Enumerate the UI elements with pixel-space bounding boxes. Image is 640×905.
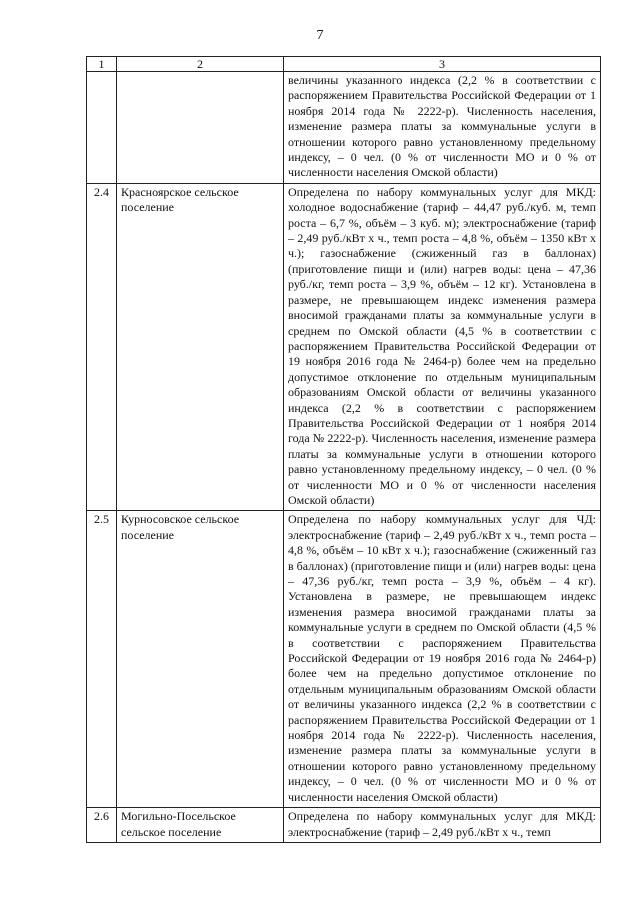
column-header-3: 3: [284, 57, 601, 72]
row-description: величины указанного индекса (2,2 % в соответствии с распоряжением Правительства Российской Федерации от 1 ноября 2014 года № 2222-р). Численность населения, изменение размера платы за коммунальные услуги в отношении которого равно установленному предельному индексу, – 0 чел. (0 % от численности МО и 0 % от численности населения Омской области): [284, 72, 601, 184]
row-number: 2.5: [87, 511, 117, 808]
row-number: [87, 72, 117, 184]
municipality-name: Курносовское сельское поселение: [117, 511, 284, 808]
table-header-row: [87, 57, 601, 72]
row-number: 2.4: [87, 183, 117, 511]
row-description: Определена по набору коммунальных услуг для ЧД: электроснабжение (тариф – 2,49 руб./кВт х ч., темп роста – 4,8 %, объём – 10 кВт х ч.); газоснабжение (сжиженный газ в баллонах) (приготовление пищи и (или) нагрев воды: цена – 47,36 руб./кг, темп роста – 3,9 %, объём – 4 кг). Установлена в размере, не превышающем индекс изменения размера вносимой гражданами платы за коммунальные услуги в среднем по Омской области (4,5 % в соответствии с распоряжением Правительства Российской Федерации от 19 ноября 2016 года № 2464-р) более чем на предельно допустимое отклонение по отдельным муниципальным образованиям Омской области от величины указанного индекса (2,2 % в соответствии с распоряжением Правительства Российской Федерации от 1 ноября 2014 года № 2222-р). Численность населения, изменение размера платы за коммунальные услуги в отношении которого равно установленному предельному индексу, – 0 чел. (0 % от численности МО и 0 % от численности населения Омской области): [284, 511, 601, 808]
table-row: [87, 511, 601, 808]
page-number: 7: [316, 28, 324, 43]
table-row: [87, 183, 601, 511]
row-description: Определена по набору коммунальных услуг для МКД: холодное водоснабжение (тариф – 44,47 руб./куб. м, темп роста – 6,7 %, объём – 3 куб. м); электроснабжение (тариф – 2,49 руб./кВт х ч., темп роста – 4,8 %, объём – 1350 кВт х ч.); газоснабжение (сжиженный газ в баллонах) (приготовление пищи и (или) нагрев воды: цена – 47,36 руб./кг, темп роста – 3,9 %, объём – 12 кг). Установлена в размере, не превышающем индекс изменения размера вносимой гражданами платы за коммунальные услуги в среднем по Омской области (4,5 % в соответствии с распоряжением Правительства Российской Федерации от 19 ноября 2016 года № 2464-р) более чем на предельно допустимое отклонение по отдельным муниципальным образованиям Омской области от величины указанного индекса (2,2 % в соответствии с распоряжением Правительства Российской Федерации от 1 ноября 2014 года № 2222-р). Численность населения, изменение размера платы за коммунальные услуги в отношении которого равно установленному предельному индексу, – 0 чел. (0 % от численности МО и 0 % от численности населения Омской области): [284, 183, 601, 511]
table-row: [87, 808, 601, 843]
municipality-name: [117, 72, 284, 184]
municipality-name: Могильно-Посельское сельское поселение: [117, 808, 284, 843]
row-description: Определена по набору коммунальных услуг для МКД: электроснабжение (тариф – 2,49 руб./кВт х ч., темп: [284, 808, 601, 843]
column-header-2: 2: [117, 57, 284, 72]
table-row: [87, 72, 601, 184]
column-header-1: 1: [87, 57, 117, 72]
row-number: 2.6: [87, 808, 117, 843]
municipality-name: Красноярское сельское поселение: [117, 183, 284, 511]
document-table: [86, 56, 601, 843]
